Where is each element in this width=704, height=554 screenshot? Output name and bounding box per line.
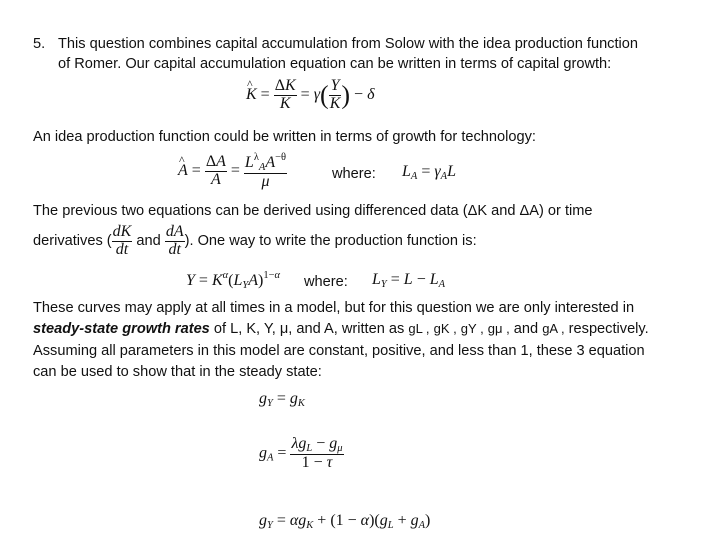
g-label-y: gY ,: [460, 321, 484, 336]
g-label-respectively: respectively.: [568, 321, 649, 337]
where-label-1: where:: [332, 166, 376, 182]
labor-allocation-equation: $L_A = \gamma_AL$: [402, 163, 456, 182]
da-dt: $\frac{dA}{dt}$: [165, 223, 184, 258]
idea-production-equation: ^ A = $\frac{\Delta A}{A}$ = $\frac{L^\lambda_AA^{-\theta}}{\mu}$: [178, 152, 287, 191]
question-number: 5.: [33, 36, 46, 52]
steady-state-eq-3: $g_Y = \alpha g_K + (1 - \alpha)(g_L + g_A)$: [259, 512, 431, 531]
derivatives-suffix: ). One way to write the production function is:: [184, 233, 477, 250]
capital-growth-equation: ^ K = $\frac{\Delta K}{K}$ = γ( $\frac{Y}{K}$ ) − δ: [246, 78, 375, 113]
derived-text: The previous two equations can be derived using differenced data (ΔK and ΔA) or time: [33, 203, 593, 219]
curves-line-1: These curves may apply at all times in a model, but for this question we are only interested in: [33, 300, 635, 316]
idea-intro-text: An idea production function could be written in terms of growth for technology:: [33, 129, 536, 145]
derivatives-line: [33, 224, 477, 259]
steady-state-eq-2: $g_A$ = $\frac{\lambda g_L - g_\mu}{1 - \tau}$: [259, 435, 343, 472]
dk-dt: $\frac{dK}{dt}$: [112, 223, 132, 258]
g-label-mu: gμ ,: [487, 321, 510, 336]
g-label-a: gA ,: [542, 321, 565, 336]
production-function-equation: $Y = K^\alpha(L_YA)^{1-\alpha}$: [186, 270, 280, 291]
g-label-and: and: [513, 321, 539, 337]
derivatives-prefix: derivatives (: [33, 233, 112, 250]
assume-line: Assuming all parameters in this model are constant, positive, and less than 1, these 3 equation: [33, 343, 645, 359]
and-word: and: [136, 233, 161, 250]
show-line: can be used to show that in the steady state:: [33, 364, 322, 380]
g-label-l: gL ,: [408, 321, 430, 336]
steady-state-line: [33, 321, 649, 337]
steady-state-bold: steady-state growth rates: [33, 321, 210, 337]
question-line-1: This question combines capital accumulation from Solow with the idea production function: [58, 36, 639, 52]
steady-state-eq-1: $g_Y = g_K$: [259, 390, 305, 409]
steady-state-rest: of L, K, Y, μ, and A, written as: [213, 321, 405, 337]
labor-constraint-equation: $L_Y = L - L_A$: [372, 271, 446, 290]
where-label-2: where:: [304, 274, 348, 290]
question-line-2: of Romer. Our capital accumulation equation can be written in terms of capital growth:: [58, 56, 612, 72]
g-label-k: gK ,: [433, 321, 457, 336]
